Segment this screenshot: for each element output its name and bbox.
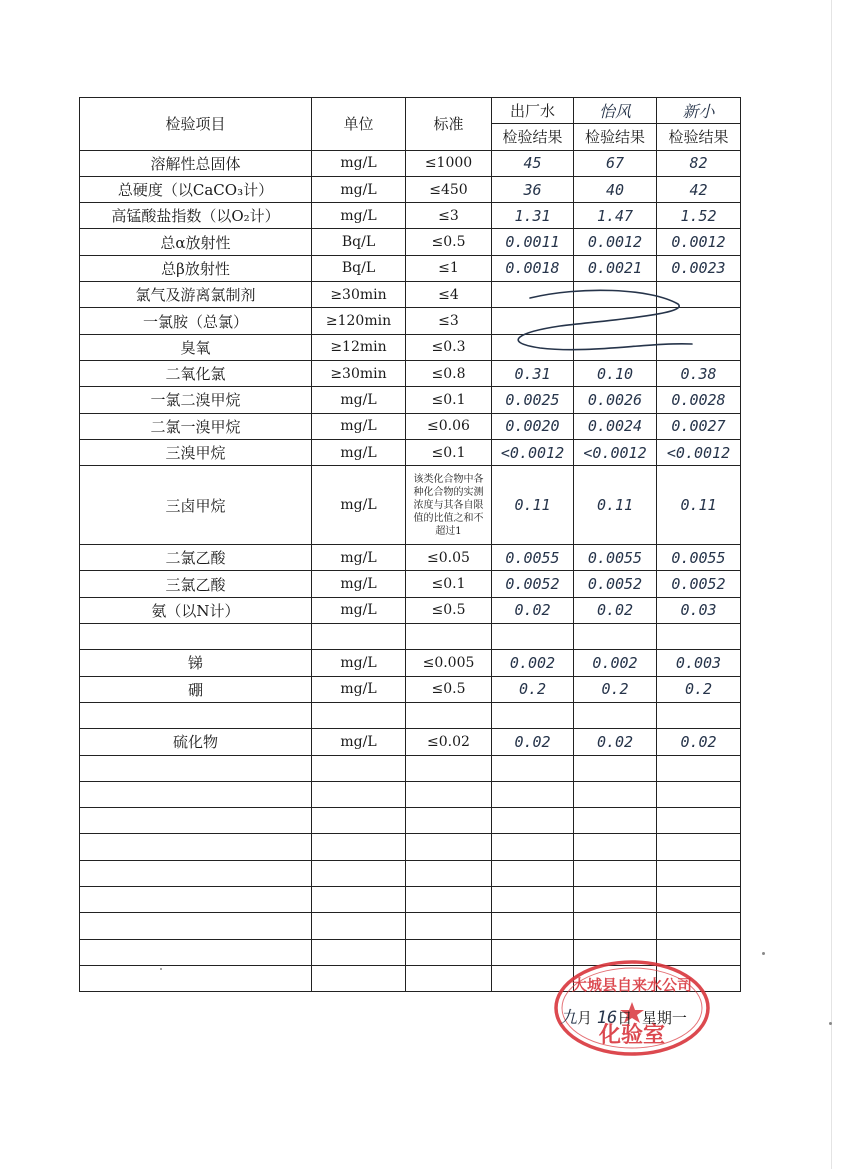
lab-results-table [79,97,741,992]
row-unit [312,860,406,886]
table-row [80,413,741,439]
table-row [80,702,741,728]
row-item: 总α放射性 [80,229,312,255]
row-unit: ≥30min [312,360,406,386]
row-item: 二氯一溴甲烷 [80,413,312,439]
row-standard: ≤0.06 [406,413,492,439]
row-result-sample-2: 0.11 [574,466,657,545]
row-result-sample-3: 0.0027 [657,413,741,439]
date-month: 九 [560,1008,577,1028]
row-item [80,887,312,913]
row-result-sample-2 [574,834,657,860]
row-item: 三卤甲烷 [80,466,312,545]
row-standard: ≤0.02 [406,729,492,755]
row-result-sample-3: <0.0012 [657,439,741,465]
row-unit: mg/L [312,571,406,597]
row-unit [312,702,406,728]
row-unit: mg/L [312,729,406,755]
row-unit: mg/L [312,413,406,439]
row-item [80,624,312,650]
row-result-sample-2: 0.0052 [574,571,657,597]
row-result-sample-1 [492,781,574,807]
row-standard [406,808,492,834]
row-item [80,965,312,991]
row-result-sample-3: 0.11 [657,466,741,545]
row-result-sample-2: 0.0012 [574,229,657,255]
table-row [80,624,741,650]
row-result-sample-1 [492,334,574,360]
row-unit: Bq/L [312,255,406,281]
row-result-sample-1: <0.0012 [492,439,574,465]
row-standard: ≤0.05 [406,545,492,571]
header-sample-2: 怡风 [574,98,657,124]
header-sample-3: 新小 [657,98,741,124]
scan-speck [762,952,765,955]
table-row [80,860,741,886]
row-result-sample-2: 0.002 [574,650,657,676]
row-unit: mg/L [312,676,406,702]
row-result-sample-3: 0.2 [657,676,741,702]
table-row [80,913,741,939]
row-result-sample-1 [492,308,574,334]
row-unit [312,887,406,913]
row-result-sample-2 [574,334,657,360]
table-row [80,387,741,413]
header-standard: 标准 [406,98,492,151]
row-result-sample-1 [492,834,574,860]
date-day: 16 [596,1008,618,1028]
row-item [80,939,312,965]
row-result-sample-1: 0.0011 [492,229,574,255]
row-standard [406,702,492,728]
header-result-label-3: 检验结果 [657,124,741,150]
row-result-sample-3: 0.0028 [657,387,741,413]
table-row [80,150,741,176]
row-item: 二氧化氯 [80,360,312,386]
row-unit: mg/L [312,387,406,413]
row-item: 一氯二溴甲烷 [80,387,312,413]
row-standard: ≤0.5 [406,676,492,702]
row-unit [312,965,406,991]
date-day-suffix: 日 [617,1009,633,1027]
table-row [80,887,741,913]
row-result-sample-3 [657,334,741,360]
table-row [80,597,741,623]
row-result-sample-2 [574,913,657,939]
row-result-sample-2: 40 [574,176,657,202]
row-result-sample-2: 0.0026 [574,387,657,413]
table-row [80,650,741,676]
row-result-sample-1: 0.0018 [492,255,574,281]
row-standard [406,624,492,650]
row-item: 硼 [80,676,312,702]
row-unit: mg/L [312,150,406,176]
table-body [80,150,741,992]
row-item: 溶解性总固体 [80,150,312,176]
svg-text:化验室: 化验室 [598,1023,666,1048]
row-item: 总硬度（以CaCO₃计） [80,176,312,202]
header-row-1 [80,98,741,124]
row-result-sample-3: 1.52 [657,203,741,229]
header-unit: 单位 [312,98,406,151]
row-unit: ≥120min [312,308,406,334]
row-result-sample-3 [657,624,741,650]
row-unit: mg/L [312,203,406,229]
row-item [80,781,312,807]
row-result-sample-2: 1.47 [574,203,657,229]
row-result-sample-2: 0.2 [574,676,657,702]
row-unit: mg/L [312,650,406,676]
date-month-suffix: 月 [577,1009,593,1027]
row-unit [312,624,406,650]
table-row [80,545,741,571]
row-result-sample-1 [492,755,574,781]
row-unit: mg/L [312,466,406,545]
row-result-sample-3: 0.0055 [657,545,741,571]
row-result-sample-3: 0.38 [657,360,741,386]
table-row [80,571,741,597]
row-item [80,834,312,860]
row-result-sample-1: 0.02 [492,729,574,755]
row-result-sample-2: 0.02 [574,729,657,755]
row-result-sample-1: 0.02 [492,597,574,623]
row-standard: ≤3 [406,308,492,334]
row-result-sample-3 [657,808,741,834]
row-result-sample-2 [574,702,657,728]
row-standard [406,913,492,939]
row-standard: ≤0.1 [406,387,492,413]
row-result-sample-2: 0.02 [574,597,657,623]
row-result-sample-3: 82 [657,150,741,176]
scan-speck [160,968,162,970]
row-result-sample-3 [657,755,741,781]
row-unit [312,939,406,965]
page-edge [831,0,832,1169]
row-result-sample-1: 0.2 [492,676,574,702]
row-result-sample-2: 0.0021 [574,255,657,281]
header-item: 检验项目 [80,98,312,151]
table-row [80,729,741,755]
row-result-sample-2: <0.0012 [574,439,657,465]
row-standard: ≤0.8 [406,360,492,386]
row-result-sample-3 [657,308,741,334]
table-row [80,466,741,545]
row-standard: ≤0.3 [406,334,492,360]
row-unit: ≥12min [312,334,406,360]
row-item: 二氯乙酸 [80,545,312,571]
row-result-sample-3 [657,781,741,807]
row-standard [406,860,492,886]
row-result-sample-1 [492,913,574,939]
row-result-sample-3 [657,860,741,886]
row-standard: ≤4 [406,282,492,308]
row-result-sample-1 [492,624,574,650]
row-result-sample-1 [492,808,574,834]
row-result-sample-3 [657,702,741,728]
row-item: 氨（以N计） [80,597,312,623]
row-item: 锑 [80,650,312,676]
row-unit: mg/L [312,597,406,623]
table-row [80,808,741,834]
row-item [80,755,312,781]
row-result-sample-3 [657,282,741,308]
row-result-sample-1: 36 [492,176,574,202]
row-result-sample-3: 0.0012 [657,229,741,255]
date-weekday: 一 [671,1009,687,1027]
row-result-sample-2 [574,887,657,913]
header-result-label-2: 检验结果 [574,124,657,150]
row-result-sample-1: 0.0020 [492,413,574,439]
row-standard [406,887,492,913]
row-standard [406,755,492,781]
row-result-sample-1 [492,282,574,308]
row-result-sample-3: 0.02 [657,729,741,755]
scan-speck [829,1022,832,1025]
row-result-sample-2 [574,808,657,834]
row-unit: mg/L [312,439,406,465]
row-standard: ≤1000 [406,150,492,176]
row-item: 总β放射性 [80,255,312,281]
date-weekday-label: 星期 [641,1009,672,1027]
row-standard: ≤0.5 [406,597,492,623]
row-result-sample-2 [574,308,657,334]
row-standard: ≤0.1 [406,571,492,597]
row-standard: ≤3 [406,203,492,229]
row-standard: ≤0.005 [406,650,492,676]
row-result-sample-2 [574,860,657,886]
row-result-sample-1: 0.11 [492,466,574,545]
table-row [80,755,741,781]
row-item [80,808,312,834]
table-row [80,308,741,334]
row-result-sample-2 [574,624,657,650]
row-unit [312,781,406,807]
row-unit [312,808,406,834]
row-result-sample-1 [492,860,574,886]
row-unit [312,834,406,860]
table-row [80,255,741,281]
row-result-sample-1: 0.0052 [492,571,574,597]
row-item: 臭氧 [80,334,312,360]
row-standard [406,834,492,860]
row-result-sample-3: 42 [657,176,741,202]
row-result-sample-3: 0.03 [657,597,741,623]
row-result-sample-1: 45 [492,150,574,176]
row-unit: ≥30min [312,282,406,308]
row-item: 三氯乙酸 [80,571,312,597]
row-result-sample-2: 0.0024 [574,413,657,439]
row-result-sample-3 [657,913,741,939]
row-standard: ≤0.1 [406,439,492,465]
row-standard-note: 该类化合物中各种化合物的实测浓度与其各自限值的比值之和不超过1 [406,466,492,545]
row-standard [406,781,492,807]
row-item [80,702,312,728]
row-standard [406,965,492,991]
row-item: 硫化物 [80,729,312,755]
row-standard: ≤450 [406,176,492,202]
row-unit: mg/L [312,545,406,571]
svg-text:大城县自来水公司: 大城县自来水公司 [571,976,693,994]
table-row [80,439,741,465]
row-item: 氯气及游离氯制剂 [80,282,312,308]
row-result-sample-2: 0.0055 [574,545,657,571]
row-result-sample-1 [492,702,574,728]
table-row [80,282,741,308]
row-unit: Bq/L [312,229,406,255]
table-row [80,781,741,807]
table-row [80,360,741,386]
table-row [80,676,741,702]
row-item [80,913,312,939]
row-unit: mg/L [312,176,406,202]
row-result-sample-3: 0.0023 [657,255,741,281]
row-result-sample-3: 0.0052 [657,571,741,597]
row-result-sample-2: 0.10 [574,360,657,386]
row-standard [406,939,492,965]
row-standard: ≤0.5 [406,229,492,255]
table-row [80,334,741,360]
row-result-sample-3 [657,887,741,913]
header-sample-1: 出厂水 [492,98,574,124]
row-unit [312,755,406,781]
row-unit [312,913,406,939]
date-line [560,1003,687,1028]
row-result-sample-1: 0.0025 [492,387,574,413]
row-standard: ≤1 [406,255,492,281]
row-result-sample-1: 1.31 [492,203,574,229]
row-item: 高锰酸盐指数（以O₂计） [80,203,312,229]
row-item [80,860,312,886]
row-result-sample-3: 0.003 [657,650,741,676]
row-result-sample-2 [574,755,657,781]
row-result-sample-2: 67 [574,150,657,176]
row-result-sample-2 [574,781,657,807]
row-result-sample-2 [574,282,657,308]
row-result-sample-1: 0.002 [492,650,574,676]
table-row [80,176,741,202]
table-row [80,203,741,229]
row-result-sample-1: 0.31 [492,360,574,386]
row-result-sample-1: 0.0055 [492,545,574,571]
header-result-label-1: 检验结果 [492,124,574,150]
table-row [80,229,741,255]
row-item: 三溴甲烷 [80,439,312,465]
row-result-sample-3 [657,834,741,860]
table-row [80,834,741,860]
row-item: 一氯胺（总氯） [80,308,312,334]
row-result-sample-1 [492,887,574,913]
